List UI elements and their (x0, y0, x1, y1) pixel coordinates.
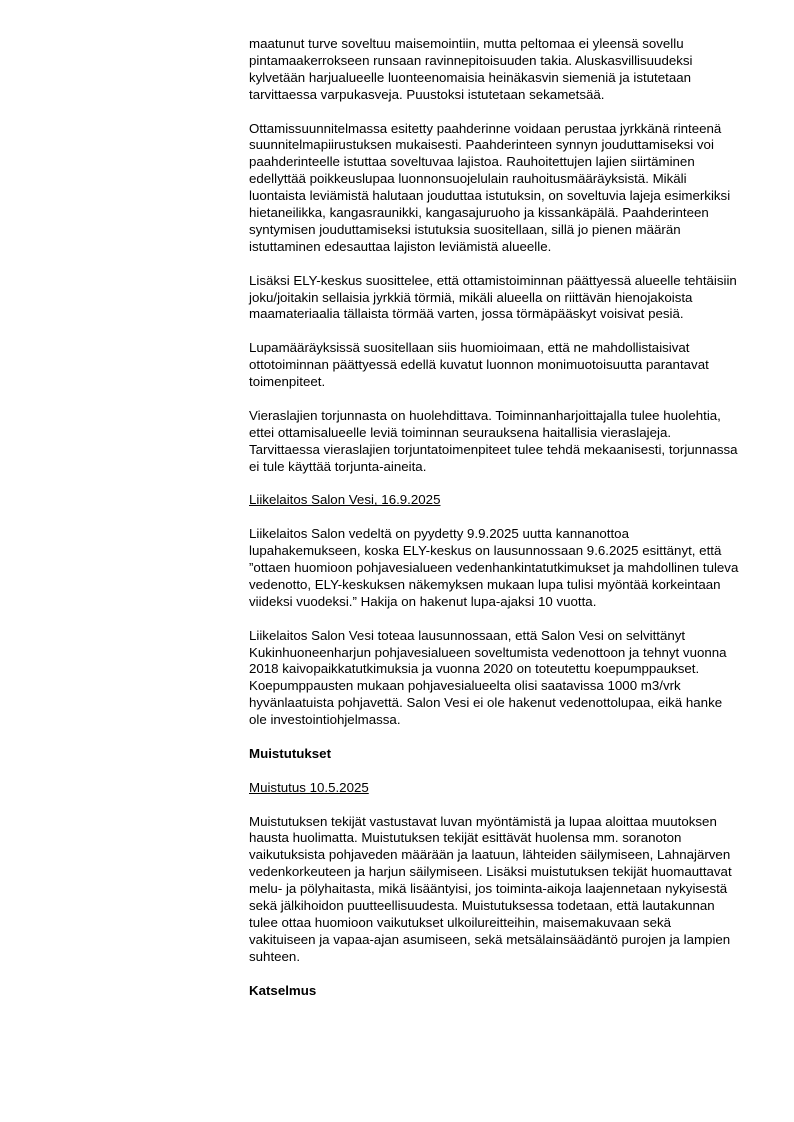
paragraph-salon-vesi-kannanotto: Liikelaitos Salon vedeltä on pyydetty 9.9.2025 uutta kannanottoa lupahakemukseen, koska ELY-keskus on lausunnossaan 9.6.2025 esittänyt, että ”ottaen huomioon pohjavesialueen vedenhankintatutkimukset ja mahdollinen tuleva vedenotto, ELY-keskuksen näkemyksen mukaan lupa tulisi myöntää korkeintaan viideksi vuodeksi.” Hakija on hakenut lupa-ajaksi 10 vuotta. (249, 526, 739, 609)
paragraph-vieraslajit: Vieraslajien torjunnasta on huolehdittava. Toiminnanharjoittajalla tulee huolehtia, ettei ottamisalueelle leviä toiminnan seurauksena haitallisia vieraslajeja. Tarvittaessa vieraslajien torjuntatoimenpiteet tulee tehdä mekaanisesti, torjunnassa ei tule käyttää torjunta-aineita. (249, 407, 738, 474)
section-heading-katselmus: Katselmus (249, 982, 317, 998)
paragraph-tormat: Lisäksi ELY-keskus suosittelee, että ottamistoiminnan päättyessä alueelle tehtäisiin joku/joitakin sellaisia jyrkkiä törmiä, mikäli alueella on riittävän hienojakoista maamateriaalia tällaista törmää varten, jossa törmäpääskyt voisivat pesiä. (249, 272, 737, 322)
paragraph-maisemointi: maatunut turve soveltuu maisemointiin, mutta peltomaa ei yleensä sovellu pintamaakerrokseen runsaan ravinnepitoisuuden takia. Aluskasvillisuudeksi kylvetään harjualueelle luonteenomaisia heinäkasvin siemeniä ja istutetaan tarvittaessa varpukasveja. Puustoksi istutetaan sekametsää. (249, 36, 693, 102)
paragraph-muistutus: Muistutuksen tekijät vastustavat luvan myöntämistä ja lupaa aloittaa muutoksen hausta huolimatta. Muistutuksen tekijät esittävät huolensa mm. soranoton vaikutuksista pohjaveden määrään ja laatuun, lähteiden säilymiseen, Lahnajärven vedenkorkeuteen ja harjun säilymiseen. Lisäksi muistutuksen tekijät huomauttavat melu- ja pölyhaitasta, mikä lisääntyisi, jos toiminta-aikoja laajennetaan nykyisestä sekä jälkihoidon puutteellisuudesta. Muistutuksessa todetaan, että lautakunnan tulee ottaa huomioon vaikutukset ulkoilureitteihin, maisemakuvaan sekä vakituiseen ja vapaa-ajan asumiseen, sekä metsälainsäädäntö purojen ja lampien suhteen. (249, 813, 732, 964)
subheading-muistutus: Muistutus 10.5.2025 (249, 779, 369, 795)
section-heading-muistutukset: Muistutukset (249, 745, 332, 761)
document-page (249, 36, 741, 1016)
paragraph-salon-vesi-lausunto: Liikelaitos Salon Vesi toteaa lausunnossaan, että Salon Vesi on selvittänyt Kukinhuoneenharjun pohjavesialueen soveltumista vedenottoon ja tehnyt vuonna 2018 kaivopaikkatutkimuksia ja vuonna 2020 on toteutettu koepumppaukset. Koepumppausten mukaan pohjavesialueelta olisi saatavissa 1000 m3/vrk hyvänlaatuista pohjavettä. Salon Vesi ei ole hakenut vedenottolupaa, eikä hanke ole investointiohjelmassa. (249, 627, 727, 728)
paragraph-paahderinne: Ottamissuunnitelmassa esitetty paahderinne voidaan perustaa jyrkkänä rinteenä suunnitelmapiirustuksen mukaisesti. Paahderinteen synnyn jouduttamiseksi voi paahderinteelle istuttaa soveltuvaa lajistoa. Rauhoitettujen lajien siirtäminen edellyttää poikkeuslupaa luonnonsuojelulain rauhoitusmääräyksistä. Mikäli luontaista leviämistä halutaan jouduttaa istutuksin, on soveltuvia lajeja esimerkiksi hietaneilikka, kangasraunikki, kangasajuruoho ja kissankäpälä. Paahderinteen syntymisen jouduttamiseksi istutuksia suositellaan, sillä jo pienen määrän istuttaminen edesauttaa lajiston leviämistä alueelle. (249, 120, 731, 254)
paragraph-lupamaaraykset: Lupamääräyksissä suositellaan siis huomioimaan, että ne mahdollistaisivat ottotoiminnan päättyessä edellä kuvatut luonnon monimuotoisuutta parantavat toimenpiteet. (249, 340, 709, 390)
subheading-salon-vesi: Liikelaitos Salon Vesi, 16.9.2025 (249, 492, 441, 508)
